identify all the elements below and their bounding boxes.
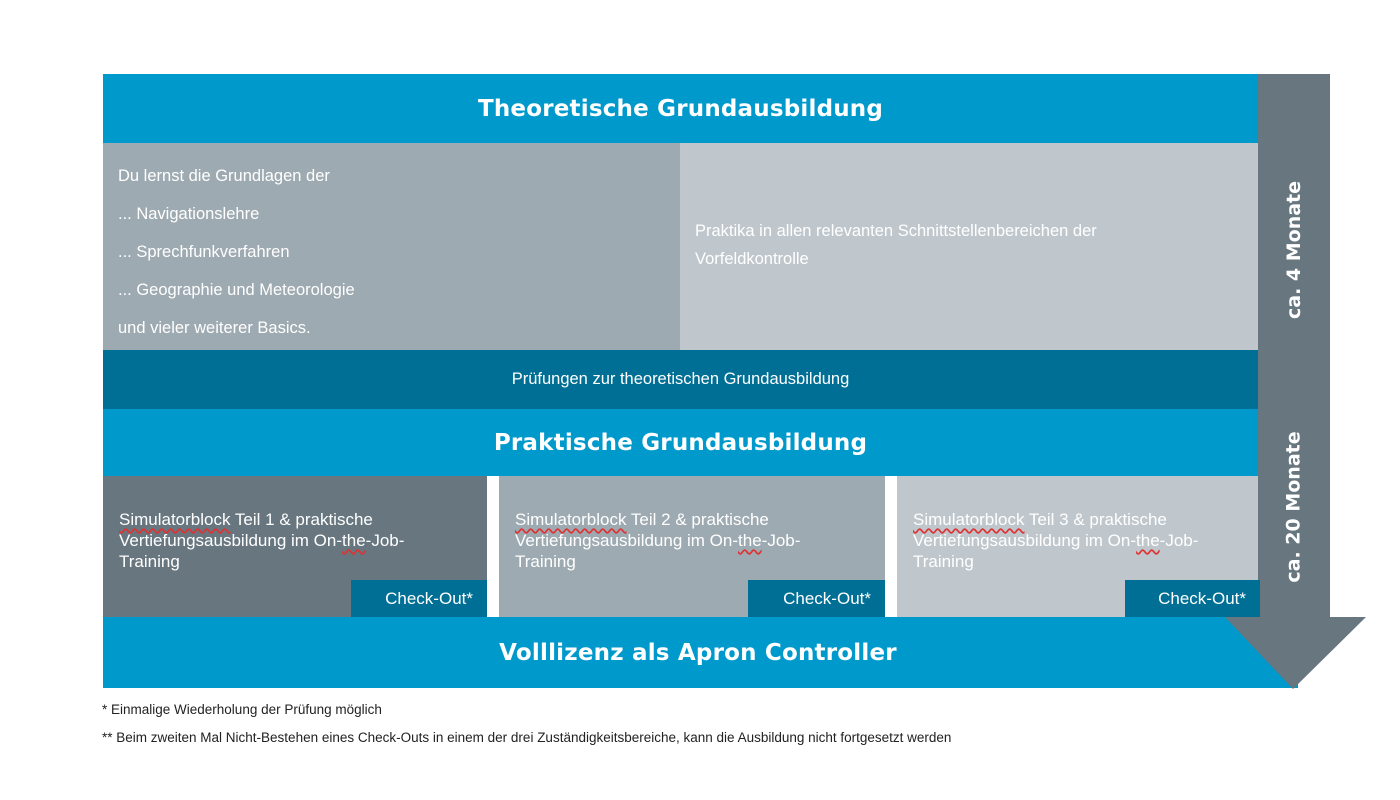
sim-line3: Training (119, 552, 180, 571)
sim-line3: Training (515, 552, 576, 571)
phase1-duration-box (1194, 180, 1394, 320)
sim-word: Simulatorblock (913, 510, 1025, 529)
theory-line: ... Geographie und Meteorologie (118, 281, 355, 299)
phase1-duration: ca. 4 Monate (1283, 180, 1305, 320)
theory-internships-text: Praktika in allen relevanten Schnittstellenbereichen der Vorfeldkontrolle (695, 221, 1097, 268)
checkout-badge-1 (351, 580, 487, 617)
theory-basics-panel (103, 143, 680, 350)
sim-line1-rest: Teil 3 & praktische (1024, 510, 1167, 529)
sim-line1-rest: Teil 1 & praktische (230, 510, 373, 529)
theory-line: ... Navigationslehre (118, 205, 260, 223)
sim-line2b: the (342, 531, 366, 550)
practical-header (103, 409, 1258, 476)
sim-line2a: Vertiefungsausbildung im On- (515, 531, 739, 550)
final-license-label-box (103, 617, 1223, 688)
checkout-badge-2 (748, 580, 885, 617)
sim-line1-rest: Teil 2 & praktische (626, 510, 769, 529)
sim-line2c: -Job- (1159, 531, 1199, 550)
sim-word: Simulatorblock (515, 510, 627, 529)
checkout-badge-3 (1125, 580, 1260, 617)
checkout-label: Check-Out* (1158, 588, 1246, 608)
theory-line: und vieler weiterer Basics. (118, 319, 311, 337)
theory-header-title: Theoretische Grundausbildung (477, 95, 884, 122)
theory-line: ... Sprechfunkverfahren (118, 243, 290, 261)
theory-line: Du lernst die Grundlagen der (118, 167, 330, 185)
sim-word: Simulatorblock (119, 510, 231, 529)
sim-line2b: the (1136, 531, 1160, 550)
sim-line2a: Vertiefungsausbildung im On- (913, 531, 1137, 550)
sim-line2c: -Job- (365, 531, 405, 550)
sim-line2b: the (738, 531, 762, 550)
phase2-duration-box (1194, 431, 1394, 583)
theory-exam-label: Prüfungen zur theoretischen Grundausbildung (511, 370, 850, 388)
footnote-2: ** Beim zweiten Mal Nicht-Bestehen eines Check-Outs in einem der drei Zuständigkeitsbereiche, kann die Ausbildung nicht fortgesetzt werden (102, 730, 952, 745)
theory-header (103, 74, 1258, 143)
final-license-label: Volllizenz als Apron Controller (499, 639, 897, 666)
practical-header-title: Praktische Grundausbildung (493, 429, 868, 456)
sim-line3: Training (913, 552, 974, 571)
sim-line2a: Vertiefungsausbildung im On- (119, 531, 343, 550)
theory-internships-panel (680, 143, 1258, 350)
checkout-label: Check-Out* (385, 588, 473, 608)
theory-exam-band (103, 350, 1258, 409)
phase2-duration: ca. 20 Monate (1283, 431, 1305, 583)
sim-line2c: -Job- (761, 531, 801, 550)
footnote-1: * Einmalige Wiederholung der Prüfung möglich (102, 702, 382, 717)
checkout-label: Check-Out* (783, 588, 871, 608)
